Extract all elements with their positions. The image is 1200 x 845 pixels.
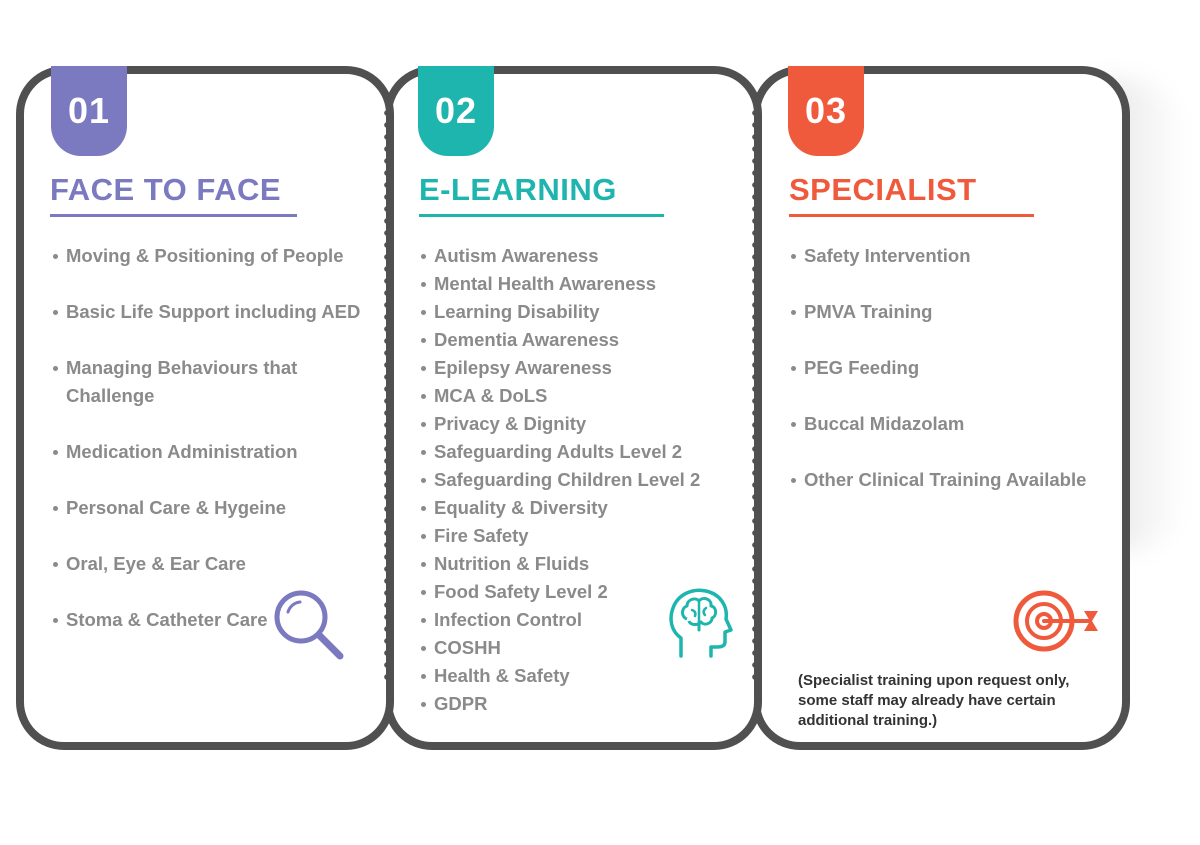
number-tab-01: 01 <box>51 66 127 156</box>
list-item: COSHH <box>420 634 740 662</box>
magnifier-icon <box>270 588 350 664</box>
list-item: Fire Safety <box>420 522 740 550</box>
list-item: PEG Feeding <box>790 354 1110 382</box>
perforation-divider-1 <box>384 95 390 685</box>
list-item: Health & Safety <box>420 662 740 690</box>
list-item: Equality & Diversity <box>420 494 740 522</box>
list-item: Personal Care & Hygeine <box>52 494 382 522</box>
list-item: Safety Intervention <box>790 242 1110 270</box>
specialist-heading: SPECIALIST <box>789 172 1034 217</box>
face-to-face-heading: FACE TO FACE <box>50 172 297 217</box>
list-item: Infection Control <box>420 606 740 634</box>
list-item: Medication Administration <box>52 438 382 466</box>
list-item: PMVA Training <box>790 298 1110 326</box>
list-item: Managing Behaviours that Challenge <box>52 354 326 410</box>
brain-head-icon <box>665 586 735 658</box>
list-item: Nutrition & Fluids <box>420 550 740 578</box>
list-item: Epilepsy Awareness <box>420 354 740 382</box>
list-item: Privacy & Dignity <box>420 410 740 438</box>
perforation-divider-2 <box>752 95 758 685</box>
target-icon <box>1012 588 1104 654</box>
list-item: Autism Awareness <box>420 242 740 270</box>
list-item: Moving & Positioning of People <box>52 242 382 270</box>
list-item: Buccal Midazolam <box>790 410 1110 438</box>
list-item: Stoma & Catheter Care <box>52 606 382 634</box>
list-item: GDPR <box>420 690 740 718</box>
list-item: Mental Health Awareness <box>420 270 740 298</box>
list-item: Oral, Eye & Ear Care <box>52 550 382 578</box>
list-item: Basic Life Support including AED <box>52 298 382 326</box>
list-item: Learning Disability <box>420 298 740 326</box>
list-item: Safeguarding Adults Level 2 <box>420 438 740 466</box>
number-tab-02: 02 <box>418 66 494 156</box>
list-item: MCA & DoLS <box>420 382 740 410</box>
list-item: Other Clinical Training Available <box>790 466 1110 494</box>
number-tab-03: 03 <box>788 66 864 156</box>
e-learning-heading: E-LEARNING <box>419 172 664 217</box>
specialist-list <box>790 242 1110 522</box>
list-item: Safeguarding Children Level 2 <box>420 466 740 494</box>
list-item: Dementia Awareness <box>420 326 740 354</box>
specialist-note: (Specialist training upon request only, some staff may already have certain additional training.) <box>798 672 1070 729</box>
list-item: Food Safety Level 2 <box>420 578 740 606</box>
